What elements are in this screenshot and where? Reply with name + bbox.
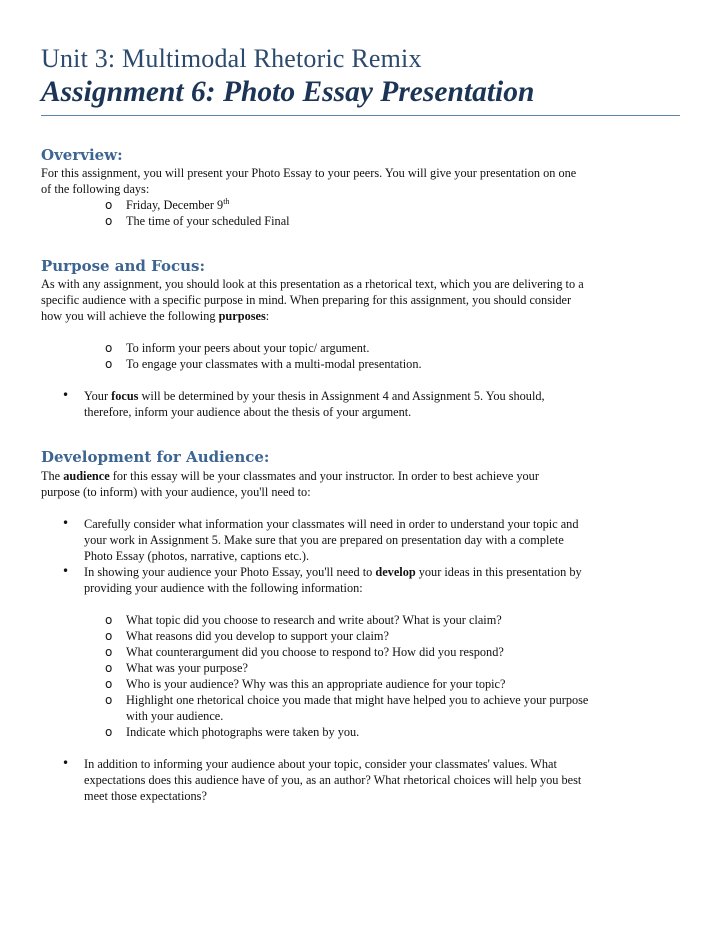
question-item: What counterargument did you choose to respond to? How did you respond? [126, 645, 504, 659]
bullet-line: your work in Assignment 5. Make sure that you are prepared on presentation day with a complete [84, 533, 564, 547]
bullet-marker: • [62, 564, 70, 578]
sub-bullet-marker: o [105, 693, 113, 707]
focus-bullet: Your focus will be determined by your thesis in Assignment 4 and Assignment 5. You should, [84, 389, 545, 403]
question-item-continued: with your audience. [126, 709, 224, 723]
bullet-line: Photo Essay (photos, narrative, captions etc.). [84, 549, 310, 563]
development-line: purpose (to inform) with your audience, you'll need to: [41, 485, 311, 499]
sub-bullet-marker: o [105, 341, 113, 355]
question-item: Indicate which photographs were taken by you. [126, 725, 360, 739]
bullet-line: providing your audience with the following information: [84, 581, 363, 595]
overview-line: For this assignment, you will present your Photo Essay to your peers. You will give your presentation on one [41, 166, 577, 180]
purpose-item: To inform your peers about your topic/ argument. [126, 341, 370, 355]
purpose-line: how you will achieve the following purposes: [41, 309, 270, 323]
assignment-title: Assignment 6: Photo Essay Presentation [41, 76, 535, 108]
bullet-line: Carefully consider what information your classmates will need in order to understand your topic and [84, 517, 579, 531]
sub-bullet-marker: o [105, 357, 113, 371]
bullet-marker: • [62, 516, 70, 530]
sub-bullet-marker: o [105, 661, 113, 675]
title-divider [41, 115, 680, 116]
focus-bullet-line: therefore, inform your audience about the thesis of your argument. [84, 405, 412, 419]
purpose-item: To engage your classmates with a multi-modal presentation. [126, 357, 422, 371]
purpose-heading: Purpose and Focus: [41, 257, 205, 275]
development-line: The audience for this essay will be your classmates and your instructor. In order to best achieve your [41, 469, 539, 483]
unit-title: Unit 3: Multimodal Rhetoric Remix [41, 44, 422, 73]
sub-bullet-marker: o [105, 214, 113, 228]
question-item: Highlight one rhetorical choice you made that might have helped you to achieve your purpose [126, 693, 589, 707]
sub-bullet-marker: o [105, 629, 113, 643]
bullet-line: meet those expectations? [84, 789, 207, 803]
sub-bullet-marker: o [105, 645, 113, 659]
development-heading: Development for Audience: [41, 448, 270, 466]
sub-bullet-marker: o [105, 725, 113, 739]
overview-heading: Overview: [41, 146, 123, 164]
bullet-marker: • [62, 756, 70, 770]
sub-bullet-marker: o [105, 198, 113, 212]
question-item: What reasons did you develop to support your claim? [126, 629, 389, 643]
bullet-marker: • [62, 388, 70, 402]
day-item: The time of your scheduled Final [126, 214, 290, 228]
overview-line: of the following days: [41, 182, 150, 196]
question-item: What was your purpose? [126, 661, 248, 675]
question-item: What topic did you choose to research and write about? What is your claim? [126, 613, 502, 627]
sub-bullet-marker: o [105, 677, 113, 691]
day-item: Friday, December 9th [126, 196, 230, 212]
bullet-line: In addition to informing your audience about your topic, consider your classmates' values. What [84, 757, 557, 771]
question-item: Who is your audience? Why was this an appropriate audience for your topic? [126, 677, 506, 691]
purpose-line: As with any assignment, you should look at this presentation as a rhetorical text, which you are delivering to a [41, 277, 584, 291]
bullet-line: expectations does this audience have of you, as an author? What rhetorical choices will help you best [84, 773, 582, 787]
bullet-line: In showing your audience your Photo Essay, you'll need to develop your ideas in this presentation by [84, 565, 582, 579]
purpose-line: specific audience with a specific purpose in mind. When preparing for this assignment, you should consider [41, 293, 572, 307]
sub-bullet-marker: o [105, 613, 113, 627]
